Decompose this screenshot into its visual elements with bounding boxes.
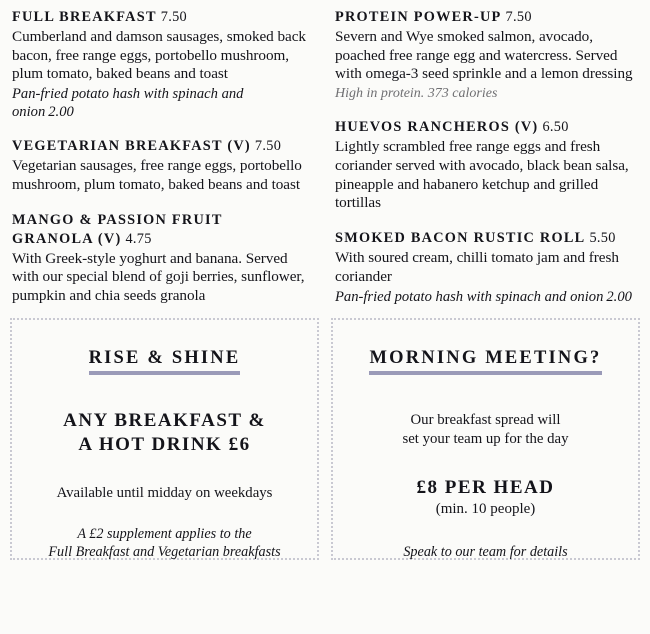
menu-item-price: 7.50 — [160, 9, 187, 25]
dish-column-left — [0, 8, 325, 306]
promo-minimum-note: (min. 10 people) — [435, 501, 536, 518]
menu-item-name: PROTEIN POWER-UP — [335, 9, 502, 25]
promo-title: MORNING MEETING? — [369, 347, 602, 368]
menu-item-note-price: 2.00 — [48, 104, 74, 121]
promo-boxes — [0, 306, 650, 560]
menu-item-note — [335, 288, 638, 306]
promo-headline-line1: ANY BREAKFAST & — [63, 410, 266, 432]
menu-item-note-text: Pan-fried potato hash with spinach and onion — [12, 86, 244, 121]
menu-item-price: 7.50 — [505, 9, 532, 25]
menu-item-heading — [12, 8, 307, 27]
promo-title-wrap — [89, 348, 241, 375]
menu-item-price: 5.50 — [589, 230, 616, 247]
promo-title-wrap — [369, 348, 601, 375]
menu-item-price: 7.50 — [254, 138, 282, 155]
menu-item — [335, 118, 638, 213]
menu-item-heading — [335, 8, 638, 27]
menu-item-heading — [335, 229, 638, 248]
menu-item-heading — [12, 137, 307, 156]
promo-subtitle: Available until midday on weekdays — [56, 484, 273, 501]
promo-rise-and-shine — [10, 318, 319, 560]
promo-title-underline — [369, 371, 601, 375]
menu-item-price: 4.75 — [125, 230, 152, 247]
menu-item-description: Cumberland and damson sausages, smoked back bacon, free range eggs, portobello mushroom, plum tomato, baked beans and toast — [12, 28, 306, 83]
promo-headline-line2: A HOT DRINK £6 — [78, 434, 251, 456]
menu-item-name: MANGO & PASSION FRUIT GRANOLA (V) — [12, 211, 223, 247]
menu-item-name: HUEVOS RANCHEROS (V) — [335, 119, 539, 136]
promo-headline: £8 PER HEAD — [416, 477, 555, 498]
dish-columns — [0, 0, 650, 306]
menu-item-name: FULL BREAKFAST — [12, 9, 157, 25]
menu-item-note-text: Pan-fried potato hash with spinach and onion — [335, 288, 604, 305]
menu-item-description: Lightly scrambled free range eggs and fresh coriander served with avocado, black bean salsa, pineapple and habanero ketchup and grilled tortillas — [335, 138, 629, 212]
menu-item — [12, 211, 307, 306]
dish-column-right — [325, 8, 650, 306]
promo-fineprint: Speak to our team for details — [403, 544, 568, 561]
menu-item-price: 6.50 — [542, 119, 569, 136]
menu-item-heading — [12, 211, 307, 249]
promo-subtitle-line1: Our breakfast spread will — [410, 412, 561, 429]
menu-item — [12, 8, 307, 121]
menu-item-name: VEGETARIAN BREAKFAST (V) — [12, 138, 251, 155]
promo-title-underline — [89, 371, 241, 375]
menu-item-description: With soured cream, chilli tomato jam and fresh coriander — [335, 249, 619, 285]
promo-fineprint-line1: A £2 supplement applies to the — [77, 526, 252, 543]
menu-item-heading — [335, 118, 638, 137]
menu-item — [335, 229, 638, 305]
promo-morning-meeting — [331, 318, 640, 560]
menu-item-note-price: 2.00 — [606, 288, 632, 305]
menu-item-name: SMOKED BACON RUSTIC ROLL — [335, 230, 586, 247]
menu-item-description: Vegetarian sausages, free range eggs, portobello mushroom, plum tomato, baked beans and toast — [12, 157, 302, 193]
menu-item-note: High in protein. 373 calories — [335, 86, 498, 102]
menu-item-description: Severn and Wye smoked salmon, avocado, poached free range egg and watercress. Served with omega-3 seed sprinkle and a lemon dressing — [335, 28, 633, 83]
menu-item — [12, 137, 307, 194]
promo-fineprint-line2: Full Breakfast and Vegetarian breakfasts — [48, 543, 281, 560]
promo-title: RISE & SHINE — [88, 347, 241, 368]
menu-item — [335, 8, 638, 102]
menu-item-note — [12, 85, 307, 121]
menu-item-description: With Greek-style yoghurt and banana. Served with our special blend of goji berries, sunflower, pumpkin and chia seeds granola — [12, 249, 305, 304]
promo-subtitle-line2: set your team up for the day — [402, 430, 569, 447]
